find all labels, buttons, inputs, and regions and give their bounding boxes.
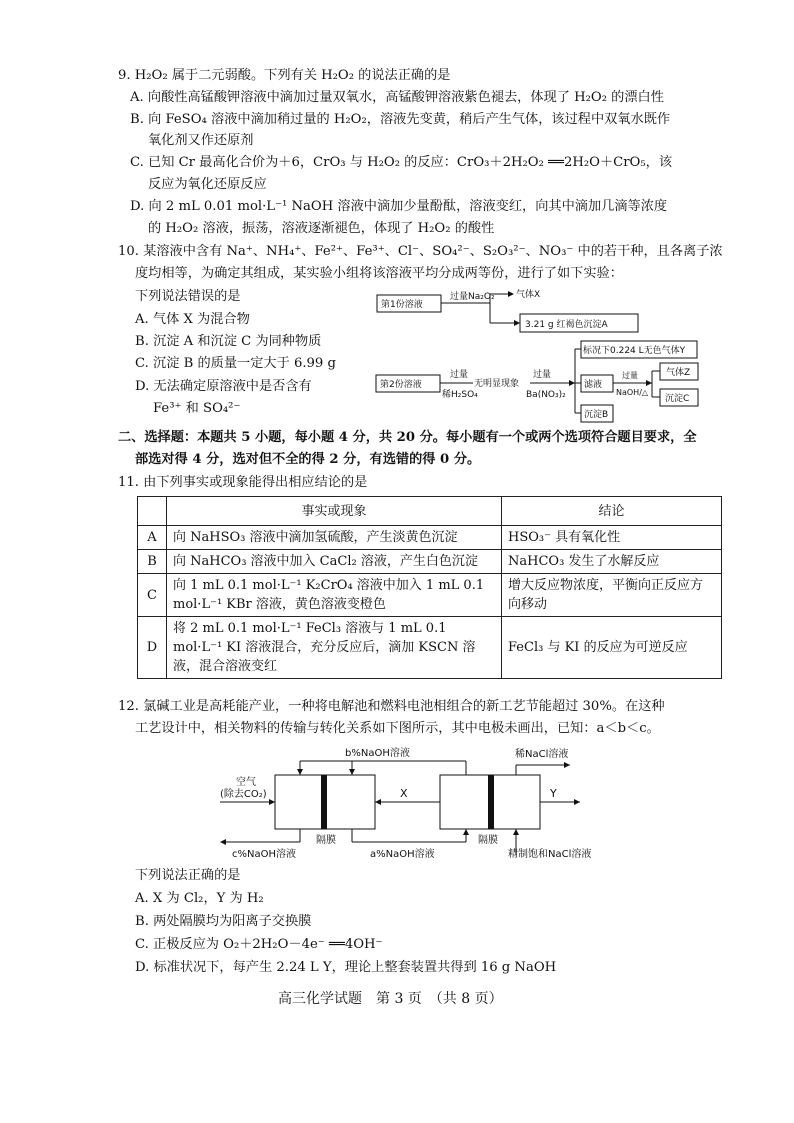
flow-reagent-h2so4-a: 过量 (450, 370, 469, 380)
q11-row-fact: 将 2 mL 0.1 mol·L⁻¹ FeCl₃ 溶液与 1 mL 0.1 mol·L⁻¹ KI 溶液混合，充分反应后，滴加 KSCN 溶液，混合溶液变红 (167, 617, 502, 679)
q10-option-d: D. 无法确定原溶液中是否含有 (135, 379, 312, 394)
flow-reagent-naoh-b: NaOH/△ (616, 388, 649, 397)
q10-flowchart (370, 285, 710, 425)
q12-option-a: A. X 为 Cl₂，Y 为 H₂ (135, 891, 264, 906)
q11-header-row (138, 497, 722, 526)
q10-option-d-cont: Fe³⁺ 和 SO₄²⁻ (153, 401, 241, 416)
q9-option-d: D. 向 2 mL 0.01 mol·L⁻¹ NaOH 溶液中滴加少量酚酞，溶液变红，向其中滴加几滴等浓度 (130, 199, 668, 214)
q11-header-fact: 事实或现象 (167, 497, 502, 526)
flow-no-change: 无明显现象 (474, 379, 520, 389)
q9-option-b-cont: 氧化剂又作还原剂 (148, 133, 254, 148)
diagram-air-note: (除去CO₂) (220, 789, 267, 800)
q11-row-key: A (138, 526, 167, 550)
q12-ask: 下列说法正确的是 (135, 868, 241, 883)
q9-stem: 9. H₂O₂ 属于二元弱酸。下列有关 H₂O₂ 的说法正确的是 (118, 68, 451, 83)
diagram-membrane-2: 隔膜 (478, 835, 498, 846)
page-footer: 高三化学试题 第 3 页 （共 8 页） (278, 991, 503, 1007)
diagram-y: Y (550, 787, 557, 800)
section2-instructions: 二、选择题：本题共 5 小题，每小题 4 分，共 20 分。每小题有一个或两个选项符合题目要求，全 (118, 430, 697, 445)
flow-gas-x: 气体X (516, 290, 541, 300)
flow-reagent-na2o2: 过量Na₂O₂ (450, 292, 495, 302)
table-row (138, 617, 722, 679)
q11-row-key: D (138, 617, 167, 679)
q11-row-conclusion: FeCl₃ 与 KI 的反应为可逆反应 (502, 617, 722, 679)
flow-gas-z: 气体Z (666, 368, 691, 378)
q11-row-fact: 向 1 mL 0.1 mol·L⁻¹ K₂CrO₄ 溶液中加入 1 mL 0.1 mol·L⁻¹ KBr 溶液，黄色溶液变橙色 (167, 574, 502, 617)
q9-option-b: B. 向 FeSO₄ 溶液中滴加稍过量的 H₂O₂，溶液先变黄，稍后产生气体，该过程中双氧水既作 (130, 112, 671, 127)
diagram-c-naoh: c%NaOH溶液 (232, 849, 296, 860)
q9-option-c-cont: 反应为氧化还原反应 (148, 177, 267, 192)
q11-stem: 11. 由下列事实或现象能得出相应结论的是 (118, 475, 368, 490)
q11-header-blank (138, 497, 167, 526)
flow-sample2-label: 第2份溶液 (380, 380, 422, 390)
diagram-b-naoh: b%NaOH溶液 (345, 748, 410, 759)
q12-option-d: D. 标准状况下，每产生 2.24 L Y，理论上整套装置共得到 16 g NaOH (135, 960, 557, 975)
q11-row-conclusion: 增大反应物浓度，平衡向正反应方向移动 (502, 574, 722, 617)
flow-ppt-a: 3.21 g 红褐色沉淀A (525, 320, 608, 330)
q11-row-fact: 向 NaHCO₃ 溶液中加入 CaCl₂ 溶液，产生白色沉淀 (167, 550, 502, 574)
membrane-2-bar (488, 775, 494, 829)
q9-option-c: C. 已知 Cr 最高化合价为＋6，CrO₃ 与 H₂O₂ 的反应：CrO₃＋2H₂O₂ ══2H₂O＋CrO₅，该 (130, 155, 673, 170)
flow-reagent-h2so4-b: 稀H₂SO₄ (442, 390, 478, 400)
q9-option-a: A. 向酸性高锰酸钾溶液中滴加过量双氧水，高锰酸钾溶液紫色褪去，体现了 H₂O₂ 的漂白性 (130, 90, 664, 105)
diagram-saturated-nacl: 精制饱和NaCl溶液 (508, 849, 592, 860)
section2-instructions-cont: 部选对得 4 分，选对但不全的得 2 分，有选错的得 0 分。 (135, 452, 481, 467)
flow-gas-y: 标况下0.224 L无色气体Y (583, 346, 686, 356)
q11-table (137, 496, 722, 679)
diagram-a-naoh: a%NaOH溶液 (370, 849, 435, 860)
table-row (138, 574, 722, 617)
q11-row-conclusion: NaHCO₃ 发生了水解反应 (502, 550, 722, 574)
diagram-x: X (400, 787, 408, 800)
diagram-air: 空气 (236, 777, 256, 788)
q10-option-a: A. 气体 X 为混合物 (135, 312, 250, 327)
q10-stem-cont: 度均相等，为确定其组成，某实验小组将该溶液平均分成两等份，进行了如下实验： (135, 266, 623, 281)
flow-ppt-c: 沉淀C (665, 394, 690, 404)
membrane-1-bar (321, 775, 327, 829)
table-row (138, 550, 722, 574)
table-row (138, 526, 722, 550)
q12-option-c: C. 正极反应为 O₂＋2H₂O－4e⁻ ══4OH⁻ (135, 937, 383, 952)
diagram-membrane-1: 隔膜 (316, 835, 336, 846)
flow-reagent-naoh-a: 过量 (622, 371, 638, 380)
q12-stem: 12. 氯碱工业是高耗能产业，一种将电解池和燃料电池相组合的新工艺节能超过 30%。在这种 (118, 699, 665, 714)
q10-option-c: C. 沉淀 B 的质量一定大于 6.99 g (135, 356, 336, 371)
q10-ask: 下列说法错误的是 (135, 289, 241, 304)
q11-row-conclusion: HSO₃⁻ 具有氧化性 (502, 526, 722, 550)
q11-row-key: B (138, 550, 167, 574)
q11-row-fact: 向 NaHSO₃ 溶液中滴加氢硫酸，产生淡黄色沉淀 (167, 526, 502, 550)
q11-row-key: C (138, 574, 167, 617)
q9-option-d-cont: 的 H₂O₂ 溶液，振荡，溶液逐渐褪色，体现了 H₂O₂ 的酸性 (148, 221, 495, 236)
q10-option-b: B. 沉淀 A 和沉淀 C 为同种物质 (135, 334, 322, 349)
flow-reagent-ba-b: Ba(NO₃)₂ (526, 390, 566, 400)
flow-ppt-b: 沉淀B (584, 410, 609, 420)
flow-filtrate: 滤液 (584, 380, 603, 390)
flow-reagent-ba-a: 过量 (533, 370, 552, 380)
q12-apparatus-diagram (210, 745, 610, 863)
q11-header-conclusion: 结论 (502, 497, 722, 526)
flow-sample1-label: 第1份溶液 (381, 300, 423, 310)
diagram-dilute-nacl: 稀NaCl溶液 (515, 749, 569, 760)
q10-stem: 10. 某溶液中含有 Na⁺、NH₄⁺、Fe²⁺、Fe³⁺、Cl⁻、SO₄²⁻、S₂O₃²⁻、NO₃⁻ 中的若干种，且各离子浓 (118, 244, 723, 259)
q12-stem-cont: 工艺设计中，相关物料的传输与转化关系如下图所示，其中电极未画出，已知：a＜b＜c。 (135, 721, 660, 736)
q12-option-b: B. 两处隔膜均为阳离子交换膜 (135, 914, 312, 929)
